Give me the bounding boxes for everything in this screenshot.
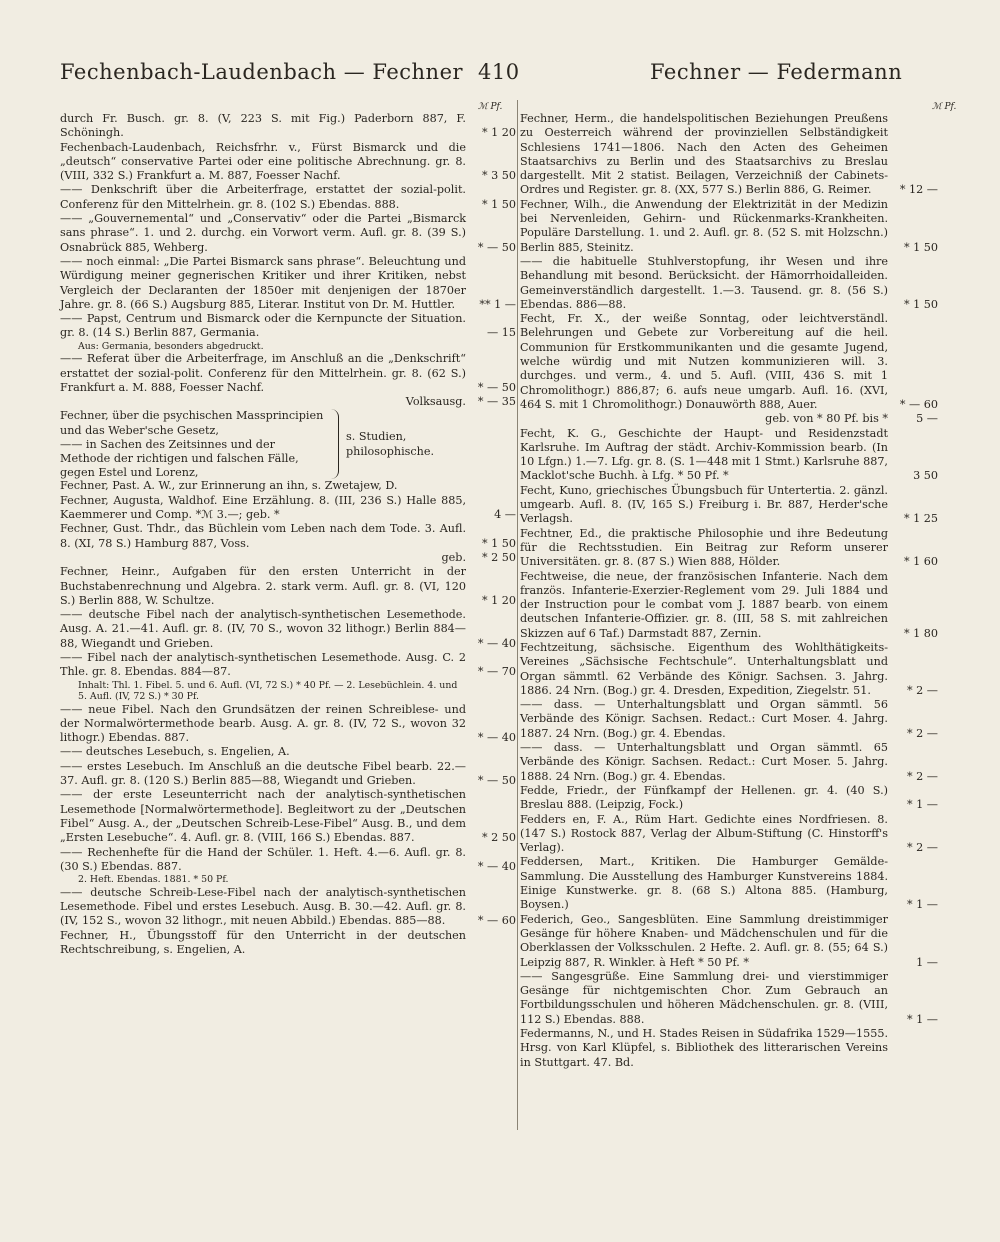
brace-reference: s. Studien, philosophische.: [346, 430, 435, 458]
bibliography-entry: [60, 788, 516, 845]
entry-text: —— Rechenhefte für die Hand der Schüler. 1. Heft. 4.—6. Aufl. gr. 8. (30 S.) Ebendas. 887.: [60, 845, 466, 873]
bibliography-entry: [520, 570, 938, 641]
bibliography-entry: [520, 970, 938, 1027]
entry-text: —— die habituelle Stuhlverstopfung, ihr Wesen und ihre Behandlung mit besond. Berücksicht. der Hämorrhoidalleiden. Gemeinverständlich dargestellt. 1.—3. Tausend. gr. 8. (56 S.) Ebendas. 886—88.: [520, 254, 888, 311]
entry-price: — 15: [487, 326, 516, 340]
entry-text: Federmanns, N., und H. Stades Reisen in Südafrika 1529—1555. Hrsg. von Karl Klüpfel, s. Bibliothek des litterarischen Vereins in Stuttgart. 47. Bd.: [520, 1027, 888, 1069]
entry-price: * 1 25: [903, 512, 938, 526]
entry-price: * — 50: [477, 380, 516, 394]
entry-text: —— deutsches Lesebuch, s. Engelien, A.: [60, 745, 290, 759]
bibliography-entry: [60, 212, 516, 255]
bibliography-entry: [60, 565, 516, 608]
entry-price: 4 —: [494, 508, 516, 522]
bibliography-entry: [520, 198, 938, 255]
entry-price: * — 50: [477, 240, 516, 254]
entry-text: Feddersen, Mart., Kritiken. Die Hamburger Gemälde-Sammlung. Die Ausstellung des Hamburger Kunstvereins 1884. Einige Kunstwerke. gr. 8. (68 S.) Altona 885. (Hamburg, Boysen.): [520, 855, 888, 912]
entry-note: 2. Heft. Ebendas. 1881. * 50 Pf.: [78, 874, 229, 886]
bibliography-entry: [60, 703, 516, 746]
bibliography-entry: [520, 527, 938, 570]
entry-price: * — 60: [899, 397, 938, 411]
bibliography-entry: [520, 112, 938, 198]
entry-price: * 1 —: [906, 798, 938, 812]
entry-text: Fechner, Herm., die handelspolitischen Beziehungen Preußens zu Oesterreich während der provinziellen Selbständigkeit Schlesiens 1741—1806. Nach den Acten des Geheimen Staatsarchivs zu Berlin und des Staatsarchivs zu Breslau dargestellt. Mit 2 statist. Beilagen, Verzeichniß der Cabinets-Ordres und Register. gr. 8. (XX, 577 S.) Berlin 886, G. Reimer.: [520, 112, 888, 197]
right-column: [520, 112, 938, 1070]
bibliography-entry: [60, 141, 516, 184]
entry-price: * 3 50: [481, 169, 516, 183]
bibliography-entry: [60, 183, 516, 212]
entry-price: 1 —: [916, 955, 938, 969]
bibliography-entry: [60, 745, 516, 759]
entry-price: 3 50: [913, 469, 938, 483]
entry-price: * — 60: [477, 914, 516, 928]
bibliography-entry: [60, 760, 516, 789]
entry-text: Federich, Geo., Sangesblüten. Eine Sammlung dreistimmiger Gesänge für höhere Knaben- und Mädchenschulen und für die Oberklassen der Volksschulen. 2 Hefte. 2. Aufl. gr. 8. (55; 64 S.) Leipzig 887, R. Winkler. à Heft * 50 Pf. *: [520, 912, 888, 969]
entry-text: —— deutsche Schreib-Lese-Fibel nach der analytisch-synthetischen Lesemethode. Fibel und erstes Lesebuch. Ausg. B. 30.—42. Aufl. gr. 8. (IV, 152 S., wovon 32 lithogr., mit neuen Abbild.) Ebendas. 885—88.: [60, 885, 466, 928]
page-number: 410: [478, 60, 520, 84]
bibliography-entry: [520, 412, 938, 426]
entry-text: Fechner, H., Übungsstoff für den Unterricht in der deutschen Rechtschreibung, s. Engelien, A.: [60, 928, 466, 956]
bibliography-entry: [60, 551, 516, 565]
currency-mark-left: ℳ Pf.: [478, 102, 503, 112]
bibliography-entry: [520, 1027, 938, 1070]
entry-price: * — 35: [477, 395, 516, 409]
entry-note: Inhalt: Thl. 1. Fibel. 5. und 6. Aufl. (VI, 72 S.) * 40 Pf. — 2. Lesebüchlein. 4. und 5. Aufl. (IV, 72 S.) * 30 Pf.: [78, 679, 458, 703]
bibliography-entry: [520, 641, 938, 698]
bibliography-entry: [60, 929, 516, 958]
entry-price: * 12 —: [899, 183, 938, 197]
entry-price: * — 70: [477, 665, 516, 679]
entry-text: —— Sangesgrüße. Eine Sammlung drei- und vierstimmiger Gesänge für nichtgemischten Chor. Zum Gebrauch an Fortbildungsschulen und höheren Mädchenschulen. gr. 8. (VIII, 112 S.) Ebendas. 888.: [520, 969, 888, 1026]
column-divider: [517, 100, 518, 1130]
entry-text: —— noch einmal: „Die Partei Bismarck sans phrase“. Beleuchtung und Würdigung meiner gegnerischen Kritiker und ihrer Kritiken, nebst Vergleich der Declaranten der 1850er mit denjenigen der 1870er Jahre. gr. 8. (66 S.) Augsburg 885, Literar. Institut von Dr. M. Huttler.: [60, 254, 466, 311]
bibliography-entry: [60, 312, 516, 341]
entry-text: Fechner, Wilh., die Anwendung der Elektrizität in der Medizin bei Nervenleiden, Gehirn- und Rückenmarks-Krankheiten. Populäre Darstellung. 1. und 2. Aufl. gr. 8. (52 S. mit Holzschn.) Berlin 885, Steinitz.: [520, 197, 888, 254]
brace-line-1: Fechner, über die psychischen Massprincipien und das Weber'sche Gesetz,: [60, 409, 324, 437]
entry-text: Fedde, Friedr., der Fünfkampf der Hellenen. gr. 4. (40 S.) Breslau 888. (Leipzig, Fock.): [520, 783, 888, 812]
bibliography-entry: [60, 608, 516, 651]
entry-text: —— dass. — Unterhaltungsblatt und Organ sämmtl. 65 Verbände des Königr. Sachsen. Redact.: Curt Moser. 5. Jahrg. 1888. 24 Nrn. (Bog.) gr. 4. Ebendas.: [520, 741, 888, 783]
entry-text: durch Fr. Busch. gr. 8. (V, 223 S. mit Fig.) Paderborn 887, F. Schöningh.: [60, 112, 466, 140]
entry-text: Fechtzeitung, sächsische. Eigenthum des Wohlthätigkeits-Vereines „Sächsische Fechtschule“. Unterhaltungsblatt und Organ sämmtl. 62 Verbände des Königr. Sachsen. 3. Jahrg. 1886. 24 Nrn. (Bog.) gr. 4. Dresden, Expedition, Ziegelstr. 51.: [520, 640, 888, 697]
bibliography-entry: [520, 813, 938, 856]
bibliography-entry: [520, 698, 938, 741]
entry-price: * 2 50: [481, 831, 516, 845]
entry-price: * 2 —: [906, 726, 938, 740]
brace-lines: [60, 409, 326, 480]
entry-price: * — 40: [477, 859, 516, 873]
bibliography-entry: [60, 522, 516, 551]
entry-price: * 1 —: [906, 898, 938, 912]
currency-mark-right: ℳ Pf.: [932, 102, 957, 112]
entry-price: * 2 50: [481, 550, 516, 564]
right-entries: [520, 112, 938, 1070]
bibliography-entry: [520, 741, 938, 784]
entry-text: —— der erste Leseunterricht nach der analytisch-synthetischen Lesemethode [Normalwörtermethode]. Begleitwort zu der „Deutschen Fibel“ Ausg. A., der „Deutschen Schreib-Lese-Fibel“ Ausg. B., und dem „Ersten Lesebuche“. 4. Aufl. gr. 8. (VIII, 166 S.) Ebendas. 887.: [60, 788, 466, 845]
running-head-left: Fechenbach-Laudenbach — Fechner: [60, 60, 464, 84]
left-column: [60, 112, 516, 957]
entry-text: —— „Gouvernemental“ und „Conservativ“ oder die Partei „Bismarck sans phrase“. 1. und 2. durchg. ein Vorwort verm. Aufl. gr. 8. (39 S.) Osnabrück 885, Wehberg.: [60, 212, 466, 254]
entry-price: * 1 50: [903, 240, 938, 254]
bibliography-entry: [520, 484, 938, 527]
entry-text: Fechtner, Ed., die praktische Philosophie und ihre Bedeutung für die Rechtsstudien. Ein Beitrag zur Reform unserer Universitäten. gr. 8. (87 S.) Wien 888, Hölder.: [520, 526, 888, 569]
bibliography-entry: [60, 886, 516, 929]
bibliography-entry: [60, 395, 516, 409]
entry-price: * 2 —: [906, 683, 938, 697]
entry-text: Fechner, Past. A. W., zur Erinnerung an ihn, s. Zwetajew, D.: [60, 479, 398, 493]
entry-text: —— Fibel nach der analytisch-synthetischen Lesemethode. Ausg. C. 2 Thle. gr. 8. Ebendas. 884—87.: [60, 651, 466, 679]
bibliography-entry: [60, 352, 516, 395]
entry-price: * — 40: [477, 731, 516, 745]
curly-brace: [328, 409, 339, 479]
bibliography-entry: [520, 255, 938, 312]
entry-text: Fechner, Gust. Thdr., das Büchlein vom Leben nach dem Tode. 3. Aufl. 8. (XI, 78 S.) Hamburg 887, Voss.: [60, 522, 466, 550]
entry-text: —— neue Fibel. Nach den Grundsätzen der reinen Schreiblese- und der Normalwörtermethode bearb. Ausg. A. gr. 8. (IV, 72 S., wovon 32 lithogr.) Ebendas. 887.: [60, 702, 466, 745]
bibliography-entry: [520, 784, 938, 813]
entry-price: * 1 20: [481, 593, 516, 607]
entry-price: * — 50: [477, 774, 516, 788]
bibliography-entry: [60, 112, 516, 141]
left-entries-bottom: [60, 479, 516, 957]
entry-text: Fecht, Fr. X., der weiße Sonntag, oder leichtverständl. Belehrungen und Gebete zur Vorbereitung auf die heil. Communion für Erstkommunikanten und die gesamte Jugend, welche würdig und mit Nutzen kommunizieren will. 3. durchges. und verm., 4. und 5. Aufl. (VIII, 436 S. mit 1 Chromolithogr.) 886,87; 6. aufs neue umgarb. Aufl. 16. (XVI, 464 S. mit 1 Chromolithogr.) Donauwörth 888, Auer.: [520, 312, 888, 411]
entry-price: * — 40: [477, 636, 516, 650]
entry-text: —— Denkschrift über die Arbeiterfrage, erstattet der sozial-polit. Conferenz für den Mittelrhein. gr. 8. (102 S.) Ebendas. 888.: [60, 183, 466, 211]
entry-text: Fechtweise, die neue, der französischen Infanterie. Nach dem französ. Infanterie-Exerzier-Reglement vom 29. Juli 1884 und der Instruction pour le combat vom J. 1887 bearb. von einem deutschen Infanterie-Offizier. gr. 8. (III, 58 S. mit zahlreichen Skizzen auf 6 Taf.) Darmstadt 887, Zernin.: [520, 569, 888, 640]
brace-line-2: —— in Sachen des Zeitsinnes und der Methode der richtigen und falschen Fälle, gegen Estel und Lorenz,: [60, 437, 299, 480]
entry-text: Fecht, K. G., Geschichte der Haupt- und Residenzstadt Karlsruhe. Im Auftrag der städt. Archiv-Kommission bearb. (In 10 Lfgn.) 1.—7. Lfg. gr. 8. (S. 1—448 mit 1 Stmt.) Karlsruhe 887, Macklot'sche Buchh. à Lfg. * 50 Pf. *: [520, 426, 888, 483]
brace-group: [60, 409, 516, 479]
entry-price: * 1 50: [481, 197, 516, 211]
bibliography-entry: [520, 855, 938, 912]
bibliography-entry: [60, 846, 516, 875]
entry-price: * 1 80: [903, 626, 938, 640]
entry-text: —— Referat über die Arbeiterfrage, im Anschluß an die „Denkschrift“ erstattet der sozial-polit. Conferenz für den Mittelrhein. gr. 8. (62 S.) Frankfurt a. M. 888, Foesser Nachf.: [60, 352, 466, 394]
bibliography-entry: [60, 651, 516, 680]
entry-text: —— erstes Lesebuch. Im Anschluß an die deutsche Fibel bearb. 22.—37. Aufl. gr. 8. (120 S.) Berlin 885—88, Wiegandt und Grieben.: [60, 759, 466, 788]
entry-text: Volksausg.: [405, 395, 466, 409]
entry-price: 5 —: [916, 412, 938, 426]
entry-text: Fecht, Kuno, griechisches Übungsbuch für Untertertia. 2. gänzl. umgearb. Aufl. 8. (IV, 165 S.) Freiburg i. Br. 887, Herder'sche Verlagsh.: [520, 483, 888, 526]
entry-price: * 1 20: [481, 126, 516, 140]
entry-text: —— Papst, Centrum und Bismarck oder die Kernpuncte der Situation. gr. 8. (14 S.) Berlin 887, Germania.: [60, 312, 466, 340]
bibliography-entry: [60, 255, 516, 312]
bibliography-entry: [520, 427, 938, 484]
entry-text: —— deutsche Fibel nach der analytisch-synthetischen Lesemethode. Ausg. A. 21.—41. Aufl. gr. 8. (IV, 70 S., wovon 32 lithogr.) Berlin 884—88, Wiegandt und Grieben.: [60, 608, 466, 650]
entry-price: * 2 —: [906, 841, 938, 855]
entry-text: Fedders en, F. A., Rüm Hart. Gedichte eines Nordfriesen. 8. (147 S.) Rostock 887, Verlag der Album-Stiftung (C. Hinstorff's Verlag).: [520, 812, 888, 855]
entry-price: * 2 —: [906, 769, 938, 783]
bibliography-entry: [520, 312, 938, 412]
entry-price: * 1 60: [903, 555, 938, 569]
entry-price: * 1 —: [906, 1012, 938, 1026]
entry-text: —— dass. — Unterhaltungsblatt und Organ sämmtl. 56 Verbände des Königr. Sachsen. Redact.: Curt Moser. 4. Jahrg. 1887. 24 Nrn. (Bog.) gr. 4. Ebendas.: [520, 698, 888, 740]
entry-text: Fechner, Heinr., Aufgaben für den ersten Unterricht in der Buchstabenrechnung und Algebra. 2. stark verm. Aufl. gr. 8. (VI, 120 S.) Berlin 888, W. Schultze.: [60, 565, 466, 607]
entry-price: * 1 50: [903, 297, 938, 311]
entry-price: ** 1 —: [479, 297, 516, 311]
entry-text: geb.: [441, 550, 466, 564]
entry-text: geb. von * 80 Pf. bis *: [765, 412, 888, 426]
bibliography-entry: [60, 494, 516, 523]
running-head-right: Fechner — Federmann: [650, 60, 903, 84]
entry-text: Fechenbach-Laudenbach, Reichsfrhr. v., Fürst Bismarck und die „deutsch“ conservative Partei oder eine politische Abrechnung. gr. 8. (VIII, 332 S.) Frankfurt a. M. 887, Foesser Nachf.: [60, 140, 466, 183]
bibliography-entry: [60, 479, 516, 493]
bibliography-entry: [520, 913, 938, 970]
left-entries-top: [60, 112, 516, 409]
entry-note: Aus: Germania, besonders abgedruckt.: [78, 340, 264, 352]
entry-text: Fechner, Augusta, Waldhof. Eine Erzählung. 8. (III, 236 S.) Halle 885, Kaemmerer und Comp. *ℳ 3.—; geb. *: [60, 493, 466, 522]
entry-price: * 1 50: [481, 536, 516, 550]
